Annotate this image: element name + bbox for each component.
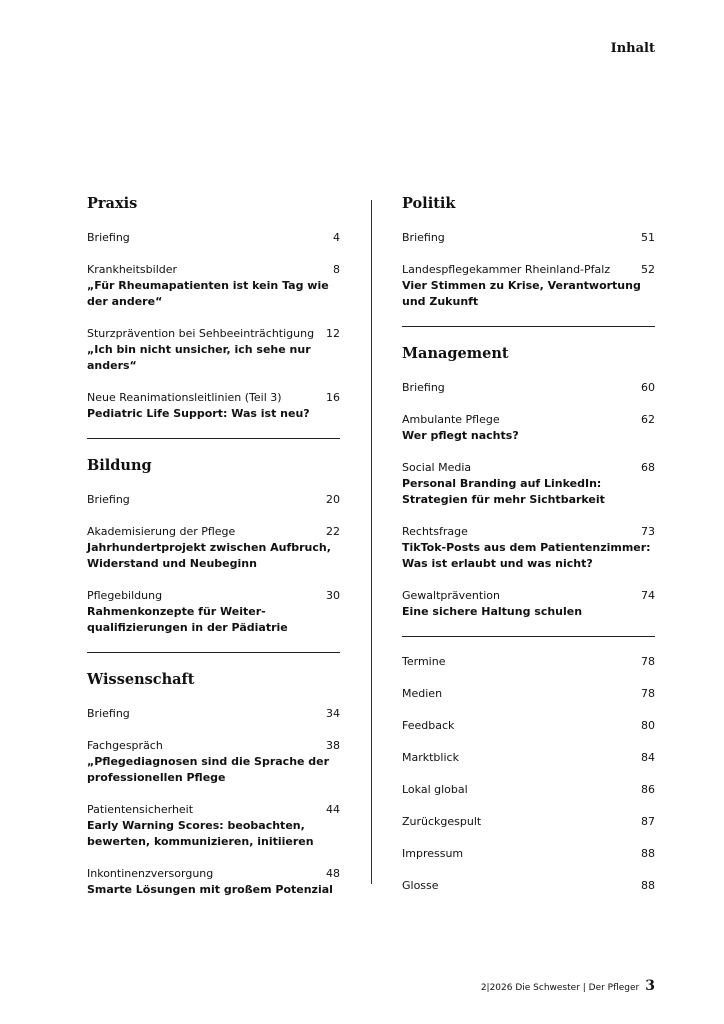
toc-entry-row	[87, 588, 340, 604]
toc-entry-page: 62	[641, 413, 655, 426]
toc-entry-title: Personal Branding auf LinkedIn: Strategien für mehr Sichtbarkeit	[402, 477, 605, 506]
toc-entry[interactable]	[87, 866, 340, 898]
left-column	[87, 194, 340, 914]
rubric-entry[interactable]	[402, 782, 655, 798]
toc-entry[interactable]	[402, 380, 655, 396]
toc-entry[interactable]	[87, 802, 340, 850]
toc-entry-title: „Ich bin nicht unsicher, ich sehe nur anders“	[87, 343, 311, 372]
toc-entry-page: 48	[326, 867, 340, 880]
rubric-entry[interactable]	[402, 750, 655, 766]
toc-entry-page: 38	[326, 739, 340, 752]
rubric-entry[interactable]	[402, 654, 655, 670]
toc-entry-kicker: Briefing	[402, 231, 445, 244]
toc-entry-kicker: Social Media	[402, 461, 472, 474]
issue-label: 2|2026 Die Schwester | Der Pfleger	[480, 983, 640, 993]
rubric-page: 88	[641, 879, 655, 892]
toc-entry-kicker: Neue Reanimationsleitlinien (Teil 3)	[87, 391, 282, 404]
rubric-entry[interactable]	[402, 718, 655, 734]
toc-entry-title: Pediatric Life Support: Was ist neu?	[87, 407, 310, 420]
toc-entry-title: Smarte Lösungen mit großem Potenzial	[87, 883, 333, 896]
toc-entry-title: „Für Rheumapatienten ist kein Tag wie der andere“	[87, 279, 329, 308]
section-title: Management	[402, 345, 509, 362]
toc-entry-row	[87, 866, 340, 882]
toc-entry-page: 68	[641, 461, 655, 474]
toc-section	[402, 194, 655, 310]
toc-entry-title: Eine sichere Haltung schulen	[402, 605, 583, 618]
toc-entry-kicker: Patientensicherheit	[87, 803, 194, 816]
toc-entry[interactable]	[87, 524, 340, 572]
toc-entry[interactable]	[87, 230, 340, 246]
toc-entry-page: 74	[641, 589, 655, 602]
toc-entry-kicker: Briefing	[87, 231, 130, 244]
rubric-entry[interactable]	[402, 846, 655, 862]
toc-entry-kicker: Sturzprävention bei Sehbeeinträchtigung	[87, 327, 315, 340]
rubric-page: 78	[641, 687, 655, 700]
rubric-page: 84	[641, 751, 655, 764]
toc-entry-kicker: Briefing	[87, 493, 130, 506]
section-title: Politik	[402, 195, 456, 212]
toc-entry-row	[402, 380, 655, 396]
toc-entry[interactable]	[87, 588, 340, 636]
toc-entry[interactable]	[87, 738, 340, 786]
page-number: 3	[645, 978, 655, 994]
toc-entry-row	[87, 230, 340, 246]
page-footer	[481, 978, 655, 994]
toc-entry-row	[402, 230, 655, 246]
toc-entry[interactable]	[87, 492, 340, 508]
section-divider	[402, 326, 655, 327]
rubric-label: Impressum	[402, 847, 464, 860]
rubric-page: 80	[641, 719, 655, 732]
rubric-entry[interactable]	[402, 878, 655, 894]
toc-entry-kicker: Briefing	[402, 381, 445, 394]
toc-entry-title: Jahrhundertprojekt zwischen Aufbruch, Widerstand und Neubeginn	[87, 541, 331, 570]
rubric-page: 86	[641, 783, 655, 796]
toc-entry-title: TikTok-Posts aus dem Patientenzimmer: Was ist erlaubt und was nicht?	[402, 541, 651, 570]
rubric-label: Lokal global	[402, 783, 468, 796]
rubric-label: Medien	[402, 687, 443, 700]
toc-entry-page: 51	[641, 231, 655, 244]
toc-entry-row	[87, 738, 340, 754]
rubric-page: 87	[641, 815, 655, 828]
toc-entry-page: 8	[333, 263, 340, 276]
toc-entry-row	[402, 588, 655, 604]
toc-entry-row	[402, 460, 655, 476]
section-divider	[87, 438, 340, 439]
toc-entry-page: 20	[326, 493, 340, 506]
toc-entry-page: 44	[326, 803, 340, 816]
toc-entry-row	[402, 412, 655, 428]
right-column	[402, 194, 655, 910]
toc-entry-kicker: Gewaltprävention	[402, 589, 500, 602]
toc-entry-kicker: Krankheitsbilder	[87, 263, 178, 276]
toc-entry-row	[402, 262, 655, 278]
toc-section	[87, 456, 340, 636]
toc-entry-row	[402, 524, 655, 540]
toc-entry-row	[87, 326, 340, 342]
toc-entry-page: 22	[326, 525, 340, 538]
section-title: Wissenschaft	[87, 671, 195, 688]
rubric-label: Termine	[402, 655, 446, 668]
rubric-label: Marktblick	[402, 751, 459, 764]
toc-entry-page: 16	[326, 391, 340, 404]
toc-section	[402, 344, 655, 620]
toc-entry-page: 12	[326, 327, 340, 340]
toc-entry-page: 52	[641, 263, 655, 276]
rubric-entry[interactable]	[402, 686, 655, 702]
toc-entry[interactable]	[402, 230, 655, 246]
section-divider	[87, 652, 340, 653]
toc-entry-title: Wer pflegt nachts?	[402, 429, 519, 442]
rubric-label: Zurückgespult	[402, 815, 482, 828]
toc-entry[interactable]	[87, 262, 340, 310]
toc-entry-kicker: Akademisierung der Pflege	[87, 525, 236, 538]
toc-entry-kicker: Pflegebildung	[87, 589, 163, 602]
toc-entry-title: Early Warning Scores: beobachten, bewerten, kommunizieren, initiieren	[87, 819, 314, 848]
toc-entry[interactable]	[87, 326, 340, 374]
toc-section	[87, 194, 340, 422]
toc-entry-row	[87, 390, 340, 406]
rubric-label: Glosse	[402, 879, 439, 892]
toc-entry-kicker: Briefing	[87, 707, 130, 720]
toc-entry-page: 73	[641, 525, 655, 538]
toc-entry-title: „Pflegediagnosen sind die Sprache der professionellen Pflege	[87, 755, 330, 784]
rubric-entry[interactable]	[402, 814, 655, 830]
rubrics-list	[402, 654, 655, 894]
toc-entry-page: 34	[326, 707, 340, 720]
toc-entry-page: 60	[641, 381, 655, 394]
toc-entry-row	[87, 492, 340, 508]
column-divider	[371, 200, 372, 884]
toc-entry[interactable]	[402, 460, 655, 508]
toc-entry-page: 30	[326, 589, 340, 602]
toc-entry-kicker: Ambulante Pflege	[402, 413, 500, 426]
toc-entry[interactable]	[402, 588, 655, 620]
toc-entry-title: Rahmenkonzepte für Weiterqualifizierungen in der Pädiatrie	[87, 605, 288, 634]
toc-entry-kicker: Landespflegekammer Rheinland-Pfalz	[402, 263, 611, 276]
section-title: Bildung	[87, 457, 152, 474]
toc-section	[87, 670, 340, 898]
section-divider	[402, 636, 655, 637]
toc-entry-row	[87, 706, 340, 722]
toc-entry-row	[87, 524, 340, 540]
toc-entry-row	[87, 802, 340, 818]
toc-entry-kicker: Inkontinenzversorgung	[87, 867, 214, 880]
toc-entry[interactable]	[402, 412, 655, 444]
rubric-page: 88	[641, 847, 655, 860]
toc-entry[interactable]	[402, 262, 655, 310]
section-title: Praxis	[87, 195, 138, 212]
toc-entry[interactable]	[87, 390, 340, 422]
toc-entry-kicker: Fachgespräch	[87, 739, 163, 752]
toc-entry-kicker: Rechtsfrage	[402, 525, 468, 538]
rubric-label: Feedback	[402, 719, 455, 732]
toc-entry-row	[87, 262, 340, 278]
rubric-page: 78	[641, 655, 655, 668]
toc-entry[interactable]	[87, 706, 340, 722]
page-header-title: Inhalt	[610, 41, 655, 56]
toc-entry-title: Vier Stimmen zu Krise, Verantwortung und Zukunft	[402, 279, 641, 308]
toc-entry[interactable]	[402, 524, 655, 572]
toc-entry-page: 4	[333, 231, 340, 244]
